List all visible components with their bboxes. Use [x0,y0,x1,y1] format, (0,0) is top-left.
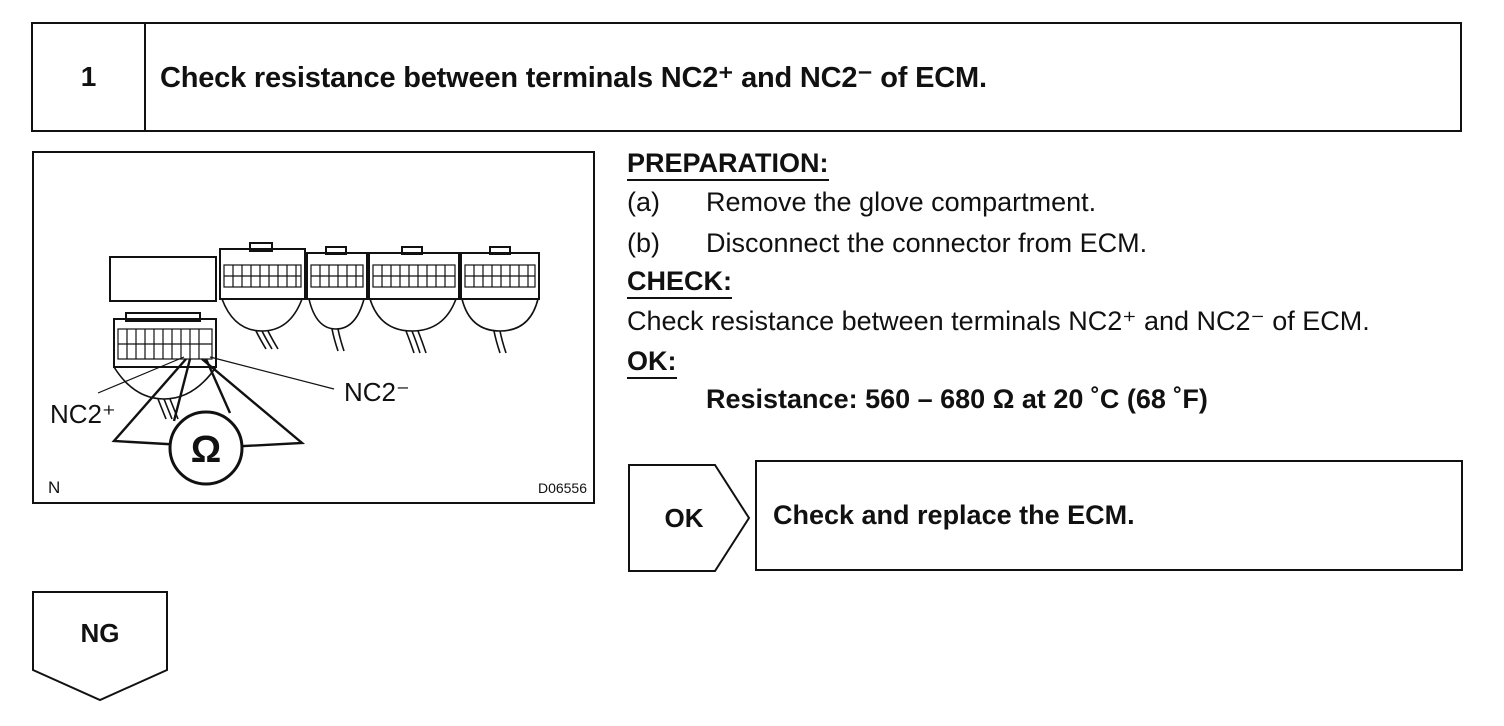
step-header [31,22,1462,132]
ok-result-label: OK [664,502,704,533]
label-nc2-positive: NC2⁺ [50,399,116,429]
check-heading [627,266,732,297]
ok-result-action: Check and replace the ECM. [755,460,1463,571]
figure-code: D06556 [537,480,587,496]
check-text: Check resistance between terminals NC2⁺ and NC2⁻ of ECM. [627,306,1370,336]
ng-result-label: NG [80,617,120,648]
ohm-symbol: Ω [190,429,222,471]
ecm-connector-drawing [34,153,597,506]
prep-step-a-text: Remove the glove compartment. [706,187,1097,217]
step-number: 1 [33,24,146,130]
check-heading-text: CHECK: [627,266,732,299]
prep-step-b-mark: (b) [627,228,660,258]
figure-corner-mark: N [48,478,61,497]
connector-illustration [32,151,595,504]
prep-step-a-mark: (a) [627,187,660,217]
ok-heading-text: OK: [627,346,677,379]
prep-step-b-text: Disconnect the connector from ECM. [706,228,1148,258]
ok-heading [627,346,677,377]
step-title: Check resistance between terminals NC2⁺ and NC2⁻ of ECM. [160,61,987,94]
preparation-heading-text: PREPARATION: [627,148,829,181]
label-nc2-negative: NC2⁻ [344,377,410,407]
preparation-heading [627,148,829,179]
resistance-spec: Resistance: 560 – 680 Ω at 20 ˚C (68 ˚F) [706,384,1208,414]
